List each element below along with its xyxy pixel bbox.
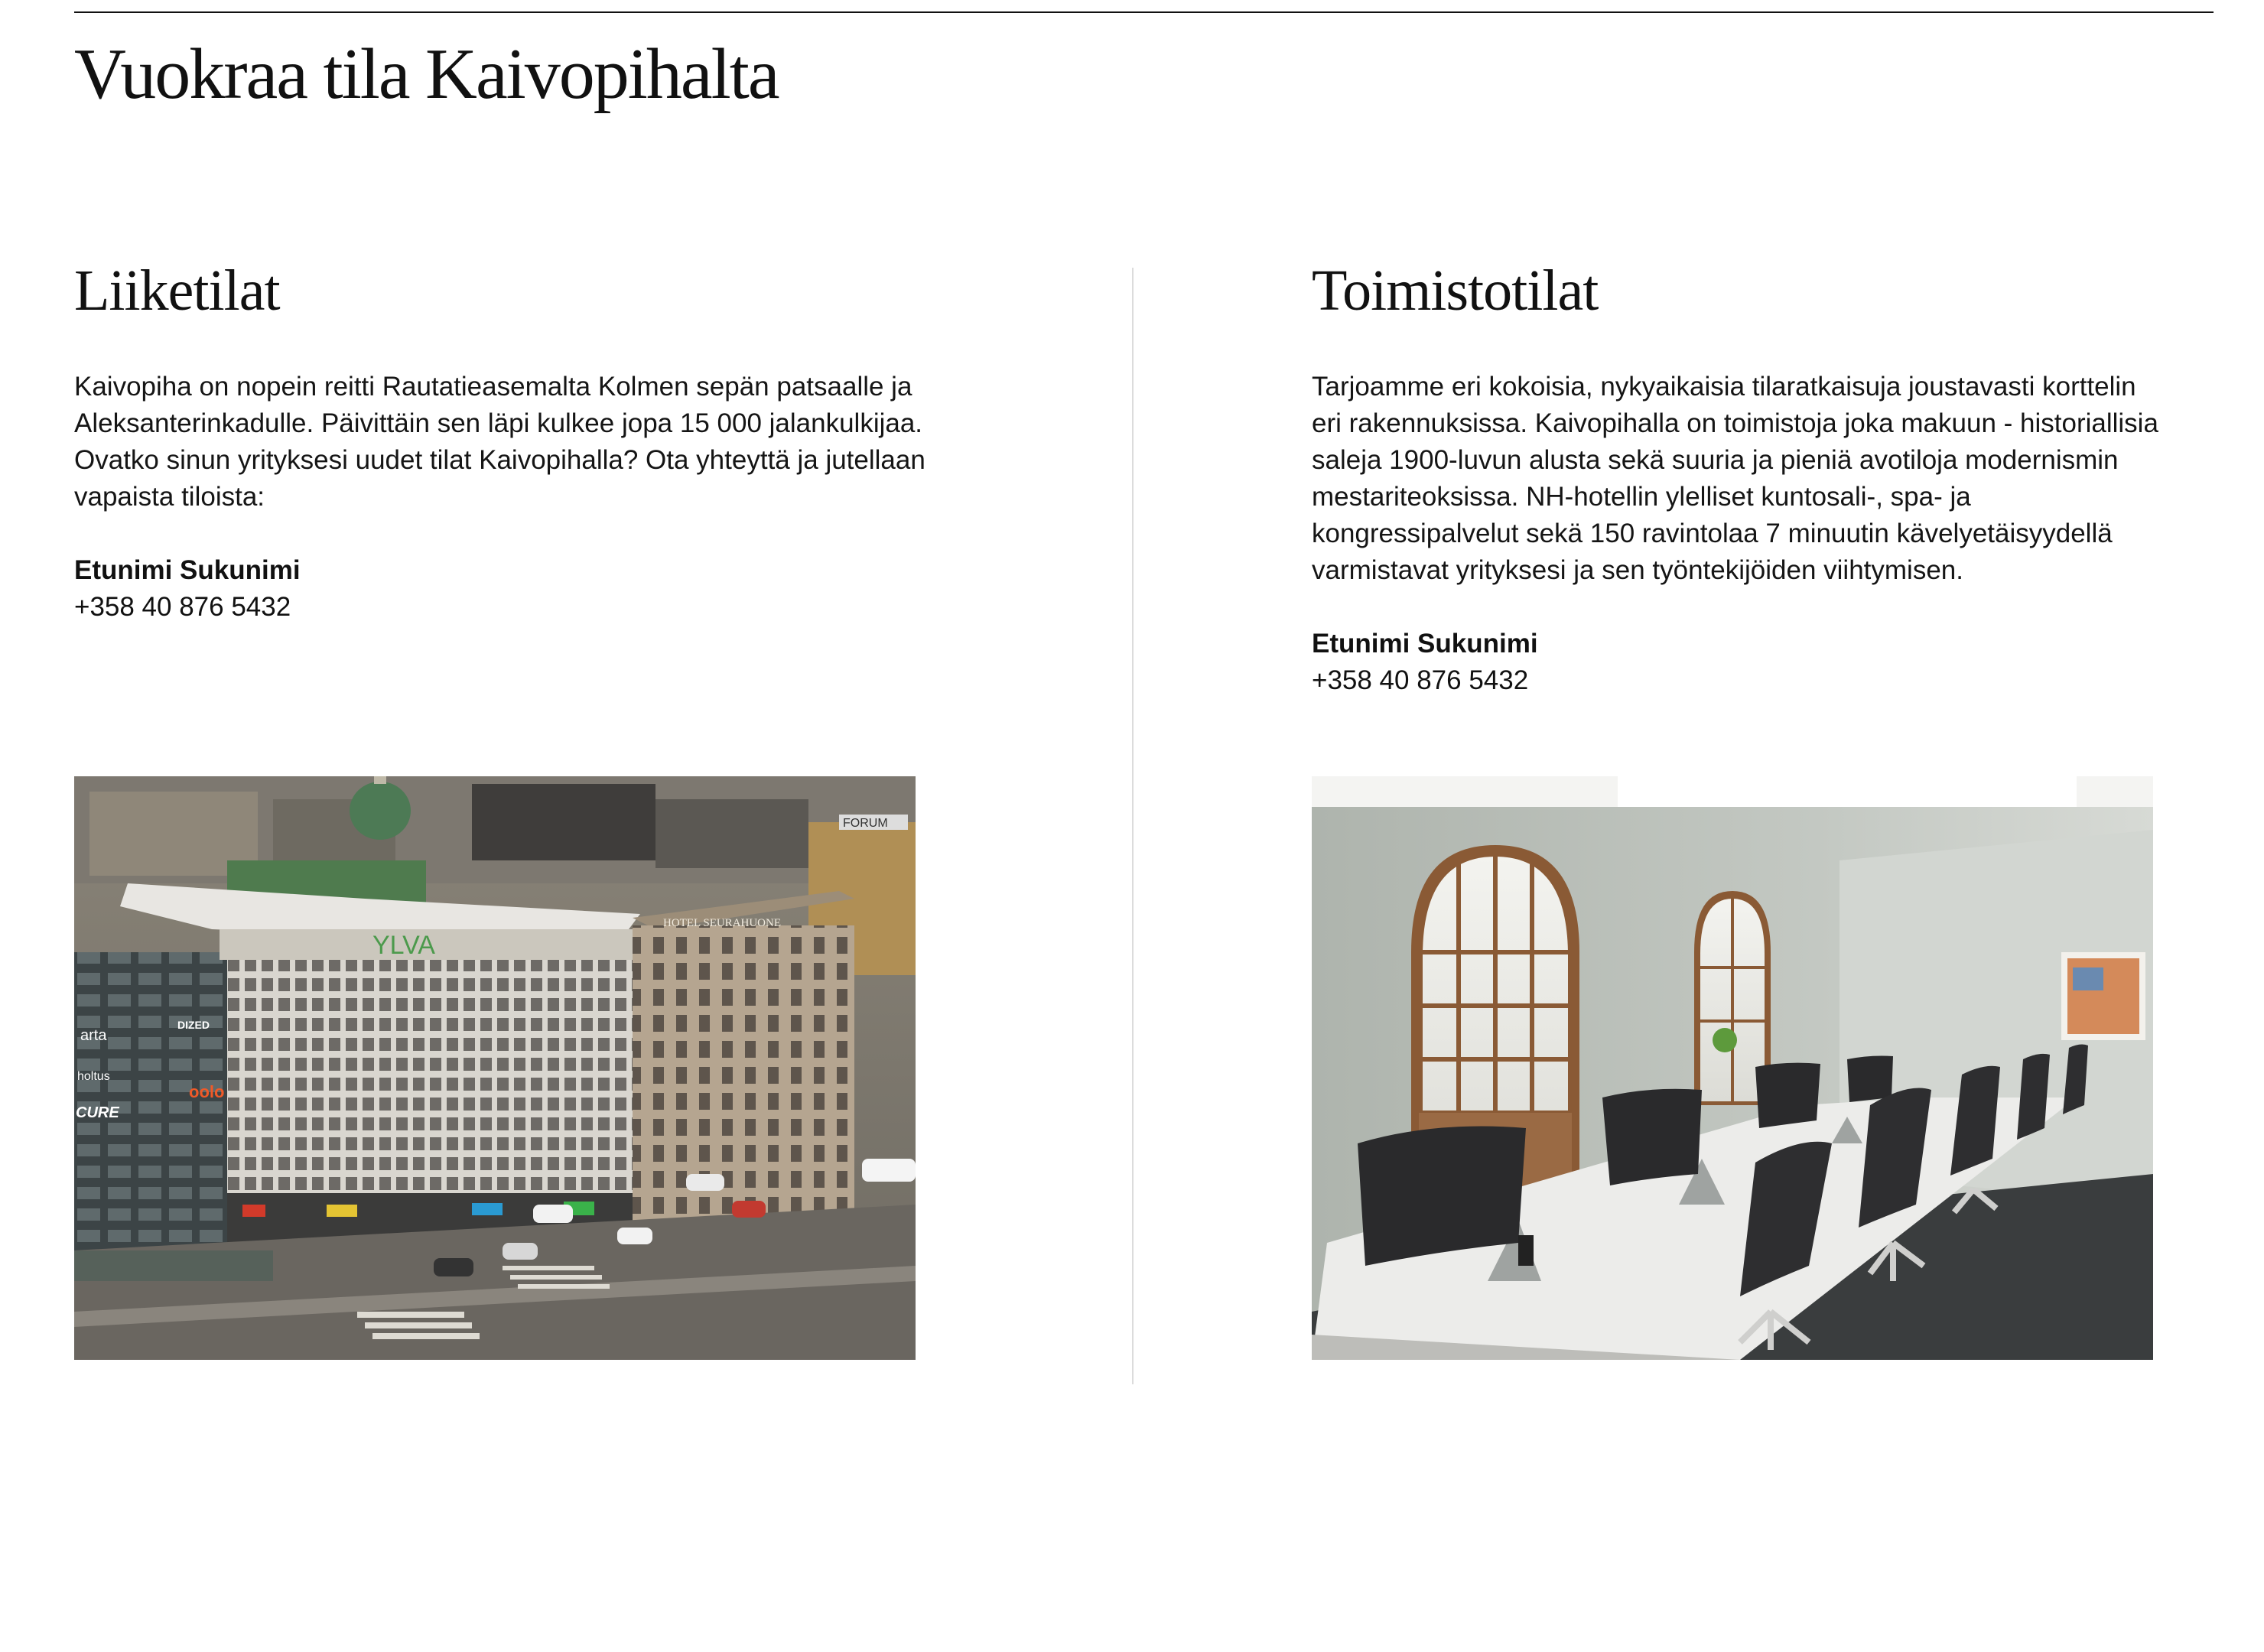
section-title: Liiketilat bbox=[74, 259, 280, 323]
section-title: Toimistotilat bbox=[1312, 259, 1599, 323]
section-toimistotilat bbox=[1312, 252, 2161, 699]
section-body: Tarjoamme eri kokoisia, nykyaikaisia tilaratkaisuja joustavasti korttelin eri rakennuksissa. Kaivopihalla on toimistoja joka makuun - historiallisia saleja 1900-luvun alusta sekä suuria ja pieniä avotiloja modernismin mestariteoksissa. NH-hotellin ylelliset kuntosali-, spa- ja kongressipalvelut sekä 150 ravintolaa 7 minuutin kävelyetäisyydellä varmistavat yrityksesi ja sen työntekijöiden viihtymisen. bbox=[1312, 372, 2158, 585]
contact-name: Etunimi Sukunimi bbox=[1312, 629, 1538, 659]
aerial-city-photo bbox=[74, 776, 916, 1360]
section-body: Kaivopiha on nopein reitti Rautatieasemalta Kolmen sepän patsaalle ja Aleksanterinkadulle. Päivittäin sen läpi kulkee jopa 15 000 jalankulkijaa. Ovatko sinun yrityksesi uudet tilat Kaivopihalla? Ota yhteyttä ja jutellaan vapaista tiloista: bbox=[74, 372, 925, 512]
oolo-sign: oolo bbox=[189, 1082, 225, 1101]
meeting-room-illustration bbox=[1312, 776, 2153, 1360]
contact-name: Etunimi Sukunimi bbox=[74, 555, 301, 585]
contact-block bbox=[74, 552, 931, 626]
holtus-sign: holtus bbox=[77, 1070, 110, 1083]
dized-sign: DIZED bbox=[177, 1019, 210, 1031]
ylva-sign: YLVA bbox=[372, 931, 435, 960]
arta-sign: arta bbox=[80, 1027, 107, 1044]
aerial-city-illustration bbox=[74, 776, 916, 1360]
cure-sign: CURE bbox=[76, 1104, 119, 1121]
hotel-seurahuone-sign: HOTEL SEURAHUONE bbox=[663, 917, 782, 929]
page-title: Vuokraa tila Kaivopihalta bbox=[74, 34, 779, 114]
section-liiketilat bbox=[74, 252, 931, 626]
contact-phone[interactable]: +358 40 876 5432 bbox=[74, 592, 291, 622]
contact-block bbox=[1312, 626, 2161, 699]
meeting-room-photo bbox=[1312, 776, 2153, 1360]
forum-sign: FORUM bbox=[843, 817, 888, 830]
contact-phone[interactable]: +358 40 876 5432 bbox=[1312, 665, 1529, 695]
column-divider bbox=[1132, 268, 1134, 1384]
top-rule bbox=[74, 11, 2214, 13]
